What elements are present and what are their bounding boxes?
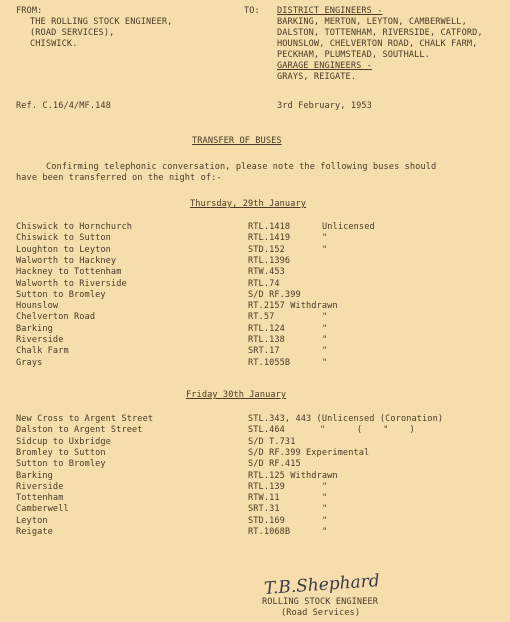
transfer-route: Walworth to Hackney <box>16 255 117 266</box>
bus-note: " <box>322 244 328 255</box>
transfer-route: Chalk Farm <box>16 346 69 357</box>
signature-text: T.B.Shephard <box>263 570 381 600</box>
handwritten-signature <box>263 571 380 599</box>
bus-note: " <box>322 335 328 345</box>
transfer-route: Riverside <box>16 335 64 345</box>
signatory-department: (Road Services) <box>281 608 361 618</box>
bus-note: " <box>322 357 328 368</box>
bus-number: S/D RF.399 <box>248 289 301 300</box>
bus-note: " <box>322 233 328 244</box>
bus-number: STD.169 <box>248 515 285 526</box>
transfer-route: Tottenham <box>16 493 64 504</box>
reference: Ref. C.16/4/MF.148 <box>16 101 111 111</box>
district-line-4: PECKHAM, PLUMSTEAD, SOUTHALL. <box>277 50 430 60</box>
transfer-route: Hackney to Tottenham <box>16 267 122 278</box>
bus-note: " <box>322 515 328 526</box>
transfer-route: Riverside <box>16 481 64 492</box>
transfer-route: Sidcup to Uxbridge <box>16 436 111 447</box>
from-line-3: CHISWICK. <box>30 39 78 49</box>
transfer-route: Camberwell <box>16 504 69 515</box>
bus-number: SRT.31 <box>248 504 280 515</box>
district-line-1: BARKING, MERTON, LEYTON, CAMBERWELL, <box>277 17 467 27</box>
intro-line-2: have been transferred on the night of:- <box>16 173 222 183</box>
from-label: FROM: <box>16 6 43 16</box>
bus-number: SRT.17 <box>248 346 280 357</box>
bus-number: RTL.74 <box>248 278 280 289</box>
bus-note: " <box>322 481 328 492</box>
bus-number: RTL.124 <box>248 323 285 334</box>
bus-number: STL.343, 443 (Unlicensed (Coronation) <box>248 414 444 424</box>
bus-number: RTL.1419 <box>248 233 291 244</box>
transfer-route: Chiswick to Sutton <box>16 233 111 244</box>
transfer-route: Chelverton Road <box>16 312 96 323</box>
bus-number: S/D RF.399 Experimental <box>248 447 370 458</box>
transfer-route: Dalston to Argent Street <box>16 425 143 436</box>
bus-note: " <box>322 312 328 323</box>
signatory-title: ROLLING STOCK ENGINEER <box>262 597 379 607</box>
transfer-route: Sutton to Bromley <box>16 459 106 470</box>
transfer-route: Barking <box>16 323 53 334</box>
district-engineers-heading: DISTRICT ENGINEERS - <box>277 6 383 16</box>
bus-note: " <box>322 493 328 504</box>
from-line-1: THE ROLLING STOCK ENGINEER, <box>30 17 173 27</box>
bus-number: RTL.1396 <box>248 255 291 266</box>
bus-number: RTW.11 <box>248 493 280 504</box>
garage-line-1: GRAYS, REIGATE. <box>277 72 357 82</box>
transfer-route: Barking <box>16 470 53 481</box>
bus-note: " <box>322 527 328 537</box>
bus-number: RT.2157 Withdrawn <box>248 301 338 312</box>
bus-number: STD.152 <box>248 244 285 255</box>
bus-number: S/D RF.415 <box>248 459 301 470</box>
bus-number: S/D T.731 <box>248 436 296 447</box>
garage-engineers-heading: GARAGE ENGINEERS - <box>277 61 372 71</box>
transfer-route: Chiswick to Hornchurch <box>16 222 133 232</box>
bus-number: RT.1068B <box>248 527 291 537</box>
transfer-route: Leyton <box>16 515 48 526</box>
transfer-route: Bromley to Sutton <box>16 447 106 458</box>
intro-line-1: Confirming telephonic conversation, please note the following buses should <box>46 162 437 172</box>
bus-number: RTL.125 Withdrawn <box>248 470 338 481</box>
to-label: TO: <box>244 6 260 16</box>
transfer-route: Sutton to Bromley <box>16 289 106 300</box>
bus-number: RTL.139 <box>248 481 285 492</box>
section-heading-friday: Friday 30th January <box>186 390 287 400</box>
bus-number: RTW.453 <box>248 267 285 278</box>
bus-note: " <box>322 323 328 334</box>
bus-number: RT.57 <box>248 312 275 323</box>
district-line-3: HOUNSLOW, CHELVERTON ROAD, CHALK FARM, <box>277 39 478 49</box>
bus-number: RTL.1418 <box>248 222 291 232</box>
memo-title: TRANSFER OF BUSES <box>192 136 282 146</box>
transfer-route: Walworth to Riverside <box>16 278 127 289</box>
transfer-route: Grays <box>16 357 43 368</box>
bus-number: RTL.138 <box>248 335 285 345</box>
bus-number: RT.1055B <box>248 357 291 368</box>
transfer-route: Reigate <box>16 527 53 537</box>
district-line-2: DALSTON, TOTTENHAM, RIVERSIDE, CATFORD, <box>277 28 483 38</box>
bus-note: Unlicensed <box>322 222 375 232</box>
section-heading-thursday: Thursday, 29th January <box>190 199 307 209</box>
memo-date: 3rd February, 1953 <box>277 101 372 111</box>
transfer-route: Hounslow <box>16 301 59 312</box>
transfer-route: Loughton to Leyton <box>16 244 111 255</box>
bus-number: STL.464 <box>248 425 285 436</box>
bus-note: " <box>322 346 328 357</box>
from-line-2: (ROAD SERVICES), <box>30 28 115 38</box>
bus-note: " <box>322 504 328 515</box>
bus-note: " ( " ) <box>320 425 415 436</box>
transfer-route: New Cross to Argent Street <box>16 414 154 424</box>
